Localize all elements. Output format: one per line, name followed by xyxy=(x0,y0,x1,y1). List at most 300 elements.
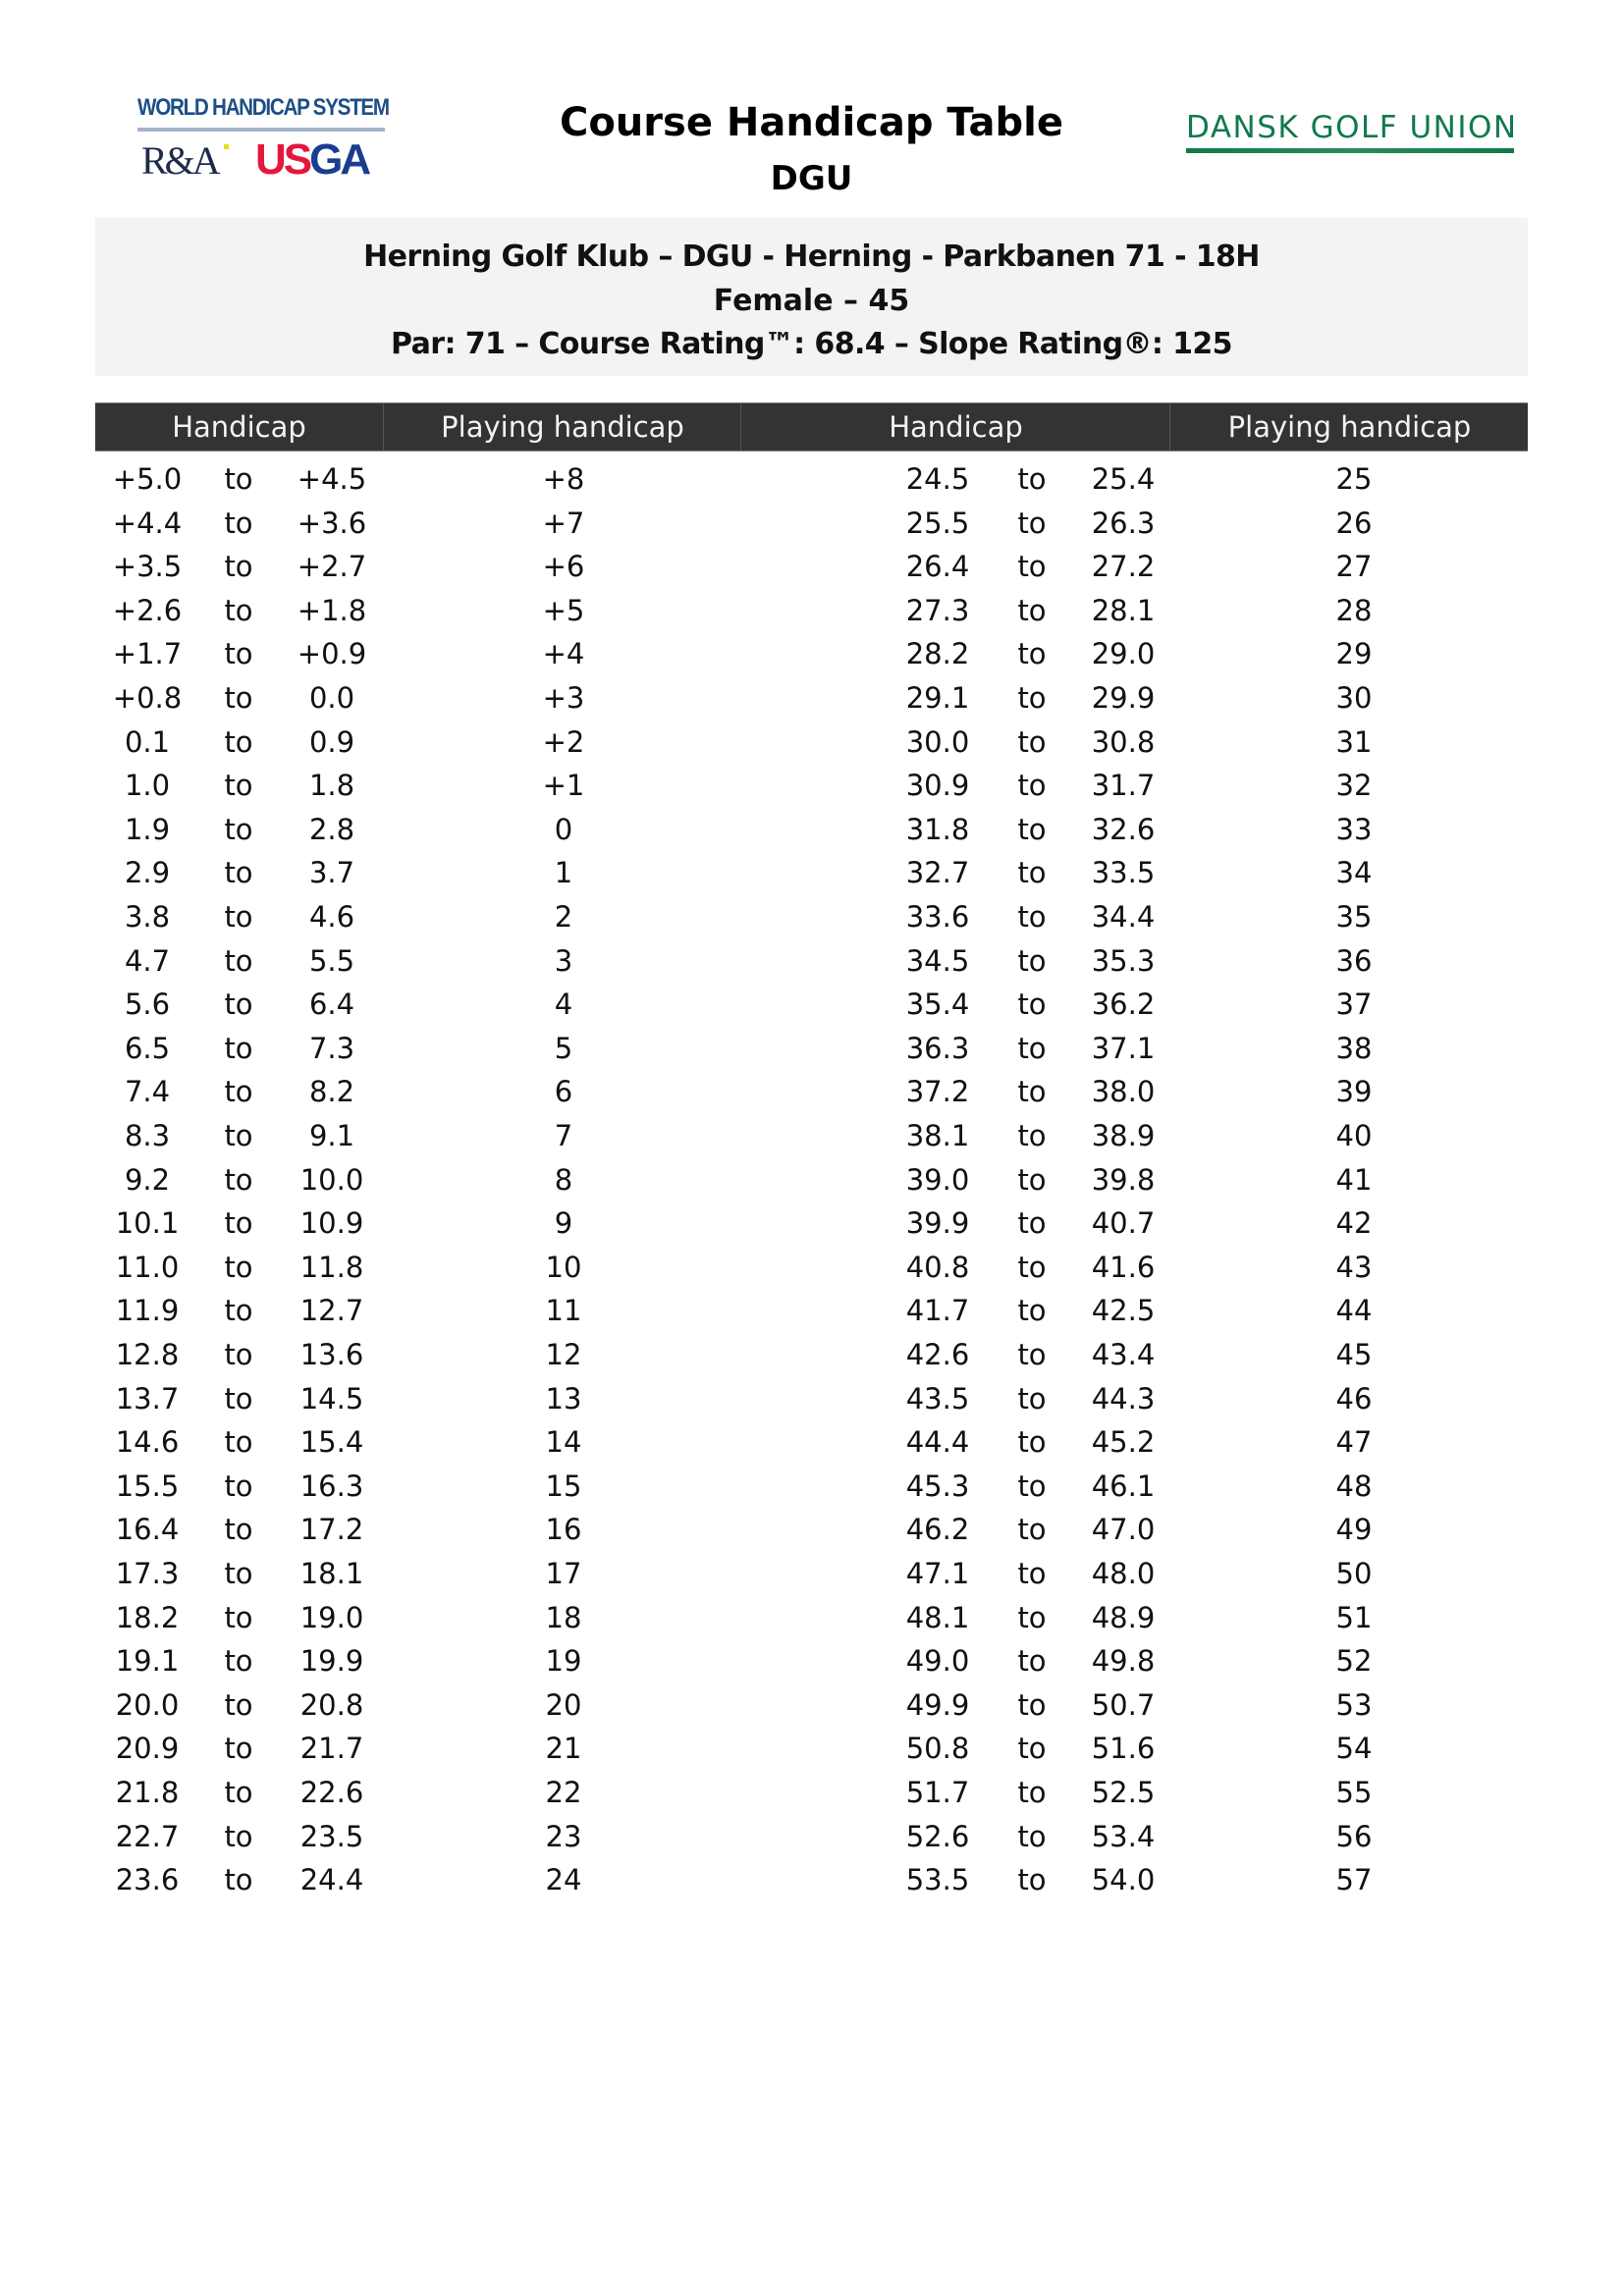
handicap-from: 7.4 xyxy=(124,1075,171,1109)
table-row-right xyxy=(0,1639,1623,1683)
handicap-to: +3.6 xyxy=(297,506,367,540)
handicap-from: 35.4 xyxy=(905,988,970,1022)
playing-handicap: 50 xyxy=(1335,1557,1373,1590)
range-to-label: to xyxy=(1017,1425,1047,1460)
playing-handicap: 26 xyxy=(1335,506,1373,540)
range-to-label: to xyxy=(1017,1600,1047,1634)
handicap-to: 19.0 xyxy=(299,1600,364,1634)
handicap-to: +0.9 xyxy=(297,637,367,671)
playing-handicap: 5 xyxy=(554,1031,573,1065)
handicap-to: 29.9 xyxy=(1091,681,1156,715)
handicap-from: 46.2 xyxy=(905,1513,970,1547)
handicap-from: 1.9 xyxy=(124,812,171,846)
handicap-from: +3.5 xyxy=(112,550,183,584)
handicap-to: 44.3 xyxy=(1091,1381,1156,1415)
course-name: Herning Golf Klub – DGU - Herning - Parkbanen 71 - 18H xyxy=(363,240,1260,274)
table-row-right xyxy=(0,939,1623,984)
handicap-to: 22.6 xyxy=(299,1776,364,1809)
range-to-label: to xyxy=(1017,1294,1047,1328)
handicap-from: 19.1 xyxy=(115,1644,180,1679)
handicap-to: 20.8 xyxy=(299,1687,364,1722)
playing-handicap: 27 xyxy=(1335,550,1373,584)
range-to-label: to xyxy=(224,1644,253,1679)
playing-handicap: 29 xyxy=(1335,637,1373,671)
playing-handicap: 53 xyxy=(1335,1687,1373,1722)
course-ratings: Par: 71 – Course Rating™: 68.4 – Slope Rating®: 125 xyxy=(391,327,1232,361)
handicap-from: 53.5 xyxy=(905,1863,970,1897)
handicap-from: 16.4 xyxy=(115,1513,180,1547)
range-to-label: to xyxy=(1017,1776,1047,1809)
handicap-to: 48.9 xyxy=(1091,1600,1156,1634)
playing-handicap: 24 xyxy=(545,1863,582,1897)
range-to-label: to xyxy=(224,724,253,759)
playing-handicap: 10 xyxy=(545,1250,582,1284)
handicap-from: 2.9 xyxy=(124,856,171,890)
range-to-label: to xyxy=(224,1600,253,1634)
table-row-right xyxy=(0,676,1623,721)
handicap-to: 45.2 xyxy=(1091,1425,1156,1460)
range-to-label: to xyxy=(1017,856,1047,890)
range-to-label: to xyxy=(1017,1338,1047,1371)
handicap-from: 43.5 xyxy=(905,1381,970,1415)
range-to-label: to xyxy=(224,1338,253,1371)
handicap-to: +1.8 xyxy=(297,593,367,627)
table-row-right xyxy=(0,1158,1623,1202)
usga-logo-us: US xyxy=(255,135,310,184)
range-to-label: to xyxy=(1017,1381,1047,1415)
handicap-to: 21.7 xyxy=(299,1732,364,1766)
playing-handicap: 47 xyxy=(1335,1425,1373,1460)
handicap-to: 15.4 xyxy=(299,1425,364,1460)
handicap-to: 28.1 xyxy=(1091,593,1156,627)
handicap-from: 20.9 xyxy=(115,1732,180,1766)
handicap-from: 10.1 xyxy=(115,1206,180,1241)
range-to-label: to xyxy=(1017,1468,1047,1503)
handicap-to: 42.5 xyxy=(1091,1294,1156,1328)
handicap-from: 26.4 xyxy=(905,550,970,584)
handicap-from: 47.1 xyxy=(905,1557,970,1590)
handicap-to: 2.8 xyxy=(308,812,355,846)
table-row-right xyxy=(0,1114,1623,1158)
handicap-to: 54.0 xyxy=(1091,1863,1156,1897)
playing-handicap: 49 xyxy=(1335,1513,1373,1547)
dgu-logo-text: DANSK GOLF UNION xyxy=(1186,110,1518,145)
range-to-label: to xyxy=(224,1425,253,1460)
range-to-label: to xyxy=(224,1031,253,1065)
range-to-label: to xyxy=(224,1381,253,1415)
range-to-label: to xyxy=(1017,900,1047,934)
handicap-to: 17.2 xyxy=(299,1513,364,1547)
playing-handicap: 17 xyxy=(545,1557,582,1590)
playing-handicap: 18 xyxy=(545,1600,582,1634)
range-to-label: to xyxy=(1017,943,1047,978)
handicap-from: 0.1 xyxy=(124,724,171,759)
range-to-label: to xyxy=(1017,681,1047,715)
range-to-label: to xyxy=(224,1732,253,1766)
playing-handicap: +2 xyxy=(542,724,585,759)
range-to-label: to xyxy=(1017,988,1047,1022)
handicap-to: 51.6 xyxy=(1091,1732,1156,1766)
range-to-label: to xyxy=(224,1776,253,1809)
handicap-from: 9.2 xyxy=(124,1162,171,1197)
playing-handicap: 43 xyxy=(1335,1250,1373,1284)
course-info-box xyxy=(95,218,1528,376)
handicap-from: 51.7 xyxy=(905,1776,970,1809)
handicap-to: 48.0 xyxy=(1091,1557,1156,1590)
handicap-from: 33.6 xyxy=(905,900,970,934)
playing-handicap: 37 xyxy=(1335,988,1373,1022)
table-row-right xyxy=(0,1201,1623,1246)
handicap-from: 49.0 xyxy=(905,1644,970,1679)
handicap-from: 49.9 xyxy=(905,1687,970,1722)
handicap-to: 35.3 xyxy=(1091,943,1156,978)
playing-handicap: +8 xyxy=(542,462,585,496)
handicap-from: 23.6 xyxy=(115,1863,180,1897)
table-row-right xyxy=(0,1289,1623,1333)
playing-handicap: 33 xyxy=(1335,812,1373,846)
playing-handicap: 56 xyxy=(1335,1819,1373,1853)
playing-handicap: 39 xyxy=(1335,1075,1373,1109)
handicap-from: +2.6 xyxy=(112,593,183,627)
table-row-right xyxy=(0,502,1623,546)
playing-handicap: 20 xyxy=(545,1687,582,1722)
handicap-to: 49.8 xyxy=(1091,1644,1156,1679)
playing-handicap: 13 xyxy=(545,1381,582,1415)
handicap-from: 30.9 xyxy=(905,769,970,803)
handicap-from: 37.2 xyxy=(905,1075,970,1109)
playing-handicap: +4 xyxy=(542,637,585,671)
table-row-right xyxy=(0,851,1623,895)
range-to-label: to xyxy=(1017,724,1047,759)
whs-logo-title: WORLD HANDICAP SYSTEM xyxy=(137,94,389,121)
range-to-label: to xyxy=(1017,462,1047,496)
table-row-right xyxy=(0,808,1623,852)
table-row-right xyxy=(0,589,1623,633)
playing-handicap: 9 xyxy=(554,1206,573,1241)
handicap-to: 7.3 xyxy=(308,1031,355,1065)
playing-handicap: 19 xyxy=(545,1644,582,1679)
handicap-to: 5.5 xyxy=(308,943,355,978)
range-to-label: to xyxy=(224,900,253,934)
range-to-label: to xyxy=(224,1687,253,1722)
range-to-label: to xyxy=(224,943,253,978)
handicap-to: 25.4 xyxy=(1091,462,1156,496)
playing-handicap: 11 xyxy=(545,1294,582,1328)
table-row-right xyxy=(0,1508,1623,1552)
handicap-to: 33.5 xyxy=(1091,856,1156,890)
handicap-to: 24.4 xyxy=(299,1863,364,1897)
handicap-from: 8.3 xyxy=(124,1119,171,1152)
handicap-from: 20.0 xyxy=(115,1687,180,1722)
page-title: Course Handicap Table xyxy=(559,100,1064,145)
playing-handicap: 28 xyxy=(1335,593,1373,627)
table-row-right xyxy=(0,1465,1623,1509)
handicap-from: 38.1 xyxy=(905,1119,970,1152)
range-to-label: to xyxy=(1017,769,1047,803)
handicap-to: 50.7 xyxy=(1091,1687,1156,1722)
playing-handicap: 54 xyxy=(1335,1732,1373,1766)
table-row-right xyxy=(0,1596,1623,1640)
range-to-label: to xyxy=(1017,1557,1047,1590)
range-to-label: to xyxy=(224,1206,253,1241)
handicap-from: 21.8 xyxy=(115,1776,180,1809)
table-row-right xyxy=(0,1858,1623,1902)
table-row-right xyxy=(0,1815,1623,1859)
dansk-golf-union-logo xyxy=(1186,110,1524,159)
handicap-to: 23.5 xyxy=(299,1819,364,1853)
handicap-to: 52.5 xyxy=(1091,1776,1156,1809)
playing-handicap: +1 xyxy=(542,769,585,803)
range-to-label: to xyxy=(224,550,253,584)
playing-handicap: 8 xyxy=(554,1162,573,1197)
handicap-to: 4.6 xyxy=(308,900,355,934)
range-to-label: to xyxy=(224,1513,253,1547)
handicap-from: +1.7 xyxy=(112,637,183,671)
range-to-label: to xyxy=(224,1863,253,1897)
handicap-from: 25.5 xyxy=(905,506,970,540)
playing-handicap: +3 xyxy=(542,681,585,715)
playing-handicap: 4 xyxy=(554,988,573,1022)
handicap-from: 34.5 xyxy=(905,943,970,978)
playing-handicap: 31 xyxy=(1335,724,1373,759)
handicap-to: 18.1 xyxy=(299,1557,364,1590)
range-to-label: to xyxy=(224,1468,253,1503)
handicap-from: 4.7 xyxy=(124,943,171,978)
range-to-label: to xyxy=(224,1819,253,1853)
dgu-logo-bar xyxy=(1186,148,1514,153)
playing-handicap: 34 xyxy=(1335,856,1373,890)
page-subtitle: DGU xyxy=(770,159,853,198)
handicap-to: 10.9 xyxy=(299,1206,364,1241)
handicap-to: 16.3 xyxy=(299,1468,364,1503)
range-to-label: to xyxy=(1017,812,1047,846)
handicap-to: 32.6 xyxy=(1091,812,1156,846)
handicap-from: 50.8 xyxy=(905,1732,970,1766)
range-to-label: to xyxy=(224,1294,253,1328)
playing-handicap: 36 xyxy=(1335,943,1373,978)
column-header-handicap-left: Handicap xyxy=(172,410,306,444)
range-to-label: to xyxy=(224,1557,253,1590)
playing-handicap: 15 xyxy=(545,1468,582,1503)
playing-handicap: 42 xyxy=(1335,1206,1373,1241)
range-to-label: to xyxy=(224,1162,253,1197)
range-to-label: to xyxy=(1017,637,1047,671)
handicap-to: 1.8 xyxy=(308,769,355,803)
handicap-from: 44.4 xyxy=(905,1425,970,1460)
range-to-label: to xyxy=(1017,1644,1047,1679)
handicap-to: 13.6 xyxy=(299,1338,364,1371)
handicap-from: 13.7 xyxy=(115,1381,180,1415)
table-row-right xyxy=(0,632,1623,676)
handicap-to: 26.3 xyxy=(1091,506,1156,540)
table-row-right xyxy=(0,1377,1623,1421)
playing-handicap: 25 xyxy=(1335,462,1373,496)
ra-logo: R&A xyxy=(141,138,218,183)
range-to-label: to xyxy=(1017,593,1047,627)
handicap-to: 14.5 xyxy=(299,1381,364,1415)
range-to-label: to xyxy=(1017,1819,1047,1853)
table-row-right xyxy=(0,721,1623,765)
handicap-from: 12.8 xyxy=(115,1338,180,1371)
playing-handicap: 52 xyxy=(1335,1644,1373,1679)
playing-handicap: 23 xyxy=(545,1819,582,1853)
usga-logo-ga: GA xyxy=(309,135,369,184)
playing-handicap: +6 xyxy=(542,550,585,584)
range-to-label: to xyxy=(224,856,253,890)
playing-handicap: 51 xyxy=(1335,1600,1373,1634)
handicap-to: 3.7 xyxy=(308,856,355,890)
handicap-from: 52.6 xyxy=(905,1819,970,1853)
handicap-to: 11.8 xyxy=(299,1250,364,1284)
column-header-playing-handicap-right: Playing handicap xyxy=(1169,403,1529,451)
handicap-to: 43.4 xyxy=(1091,1338,1156,1371)
playing-handicap: 16 xyxy=(545,1513,582,1547)
playing-handicap: 32 xyxy=(1335,769,1373,803)
handicap-from: 6.5 xyxy=(124,1031,171,1065)
range-to-label: to xyxy=(224,1250,253,1284)
playing-handicap: 40 xyxy=(1335,1119,1373,1152)
playing-handicap: 55 xyxy=(1335,1776,1373,1809)
playing-handicap: 21 xyxy=(545,1732,582,1766)
handicap-from: 14.6 xyxy=(115,1425,180,1460)
table-row-right xyxy=(0,764,1623,808)
range-to-label: to xyxy=(1017,1250,1047,1284)
range-to-label: to xyxy=(1017,1206,1047,1241)
range-to-label: to xyxy=(1017,1687,1047,1722)
range-to-label: to xyxy=(1017,1162,1047,1197)
range-to-label: to xyxy=(224,637,253,671)
range-to-label: to xyxy=(224,506,253,540)
table-row-right xyxy=(0,1420,1623,1465)
handicap-from: 28.2 xyxy=(905,637,970,671)
handicap-to: 30.8 xyxy=(1091,724,1156,759)
playing-handicap: 3 xyxy=(554,943,573,978)
range-to-label: to xyxy=(224,593,253,627)
handicap-to: 39.8 xyxy=(1091,1162,1156,1197)
range-to-label: to xyxy=(1017,550,1047,584)
range-to-label: to xyxy=(224,988,253,1022)
range-to-label: to xyxy=(224,1075,253,1109)
handicap-to: 36.2 xyxy=(1091,988,1156,1022)
playing-handicap: 45 xyxy=(1335,1338,1373,1371)
playing-handicap: 12 xyxy=(545,1338,582,1371)
handicap-from: +5.0 xyxy=(112,462,183,496)
range-to-label: to xyxy=(224,769,253,803)
handicap-from: 30.0 xyxy=(905,724,970,759)
handicap-from: 39.0 xyxy=(905,1162,970,1197)
handicap-to: 41.6 xyxy=(1091,1250,1156,1284)
handicap-to: +2.7 xyxy=(297,550,367,584)
range-to-label: to xyxy=(224,681,253,715)
handicap-from: 42.6 xyxy=(905,1338,970,1371)
table-row-right xyxy=(0,1552,1623,1596)
handicap-from: 48.1 xyxy=(905,1600,970,1634)
column-header-playing-handicap-left: Playing handicap xyxy=(383,403,741,451)
handicap-from: 15.5 xyxy=(115,1468,180,1503)
range-to-label: to xyxy=(224,462,253,496)
handicap-from: 31.8 xyxy=(905,812,970,846)
handicap-from: 18.2 xyxy=(115,1600,180,1634)
table-row-right xyxy=(0,983,1623,1027)
playing-handicap: 46 xyxy=(1335,1381,1373,1415)
table-row-right xyxy=(0,457,1623,502)
playing-handicap: 1 xyxy=(554,856,573,890)
handicap-to: 53.4 xyxy=(1091,1819,1156,1853)
playing-handicap: 35 xyxy=(1335,900,1373,934)
handicap-to: 31.7 xyxy=(1091,769,1156,803)
handicap-to: 46.1 xyxy=(1091,1468,1156,1503)
handicap-to: 29.0 xyxy=(1091,637,1156,671)
playing-handicap: 22 xyxy=(545,1776,582,1809)
playing-handicap: 6 xyxy=(554,1075,573,1109)
playing-handicap: +7 xyxy=(542,506,585,540)
handicap-from: 36.3 xyxy=(905,1031,970,1065)
handicap-to: 34.4 xyxy=(1091,900,1156,934)
column-header-handicap-right: Handicap xyxy=(740,403,1170,451)
table-row-right xyxy=(0,1246,1623,1290)
handicap-to: 27.2 xyxy=(1091,550,1156,584)
range-to-label: to xyxy=(224,812,253,846)
playing-handicap: 57 xyxy=(1335,1863,1373,1897)
table-row-right xyxy=(0,545,1623,589)
handicap-from: 39.9 xyxy=(905,1206,970,1241)
handicap-to: 37.1 xyxy=(1091,1031,1156,1065)
handicap-from: 45.3 xyxy=(905,1468,970,1503)
table-row-right xyxy=(0,1333,1623,1377)
range-to-label: to xyxy=(1017,1031,1047,1065)
handicap-from: 29.1 xyxy=(905,681,970,715)
range-to-label: to xyxy=(1017,1513,1047,1547)
handicap-to: 6.4 xyxy=(308,988,355,1022)
handicap-from: 40.8 xyxy=(905,1250,970,1284)
range-to-label: to xyxy=(1017,1119,1047,1152)
handicap-from: 17.3 xyxy=(115,1557,180,1590)
handicap-to: 12.7 xyxy=(299,1294,364,1328)
handicap-to: 10.0 xyxy=(299,1162,364,1197)
table-row-right xyxy=(0,1771,1623,1815)
playing-handicap: +5 xyxy=(542,593,585,627)
playing-handicap: 30 xyxy=(1335,681,1373,715)
table-row-right xyxy=(0,1070,1623,1114)
handicap-from: 24.5 xyxy=(905,462,970,496)
playing-handicap: 38 xyxy=(1335,1031,1373,1065)
range-to-label: to xyxy=(1017,1863,1047,1897)
playing-handicap: 7 xyxy=(554,1119,573,1152)
handicap-from: 3.8 xyxy=(124,900,171,934)
handicap-from: 11.9 xyxy=(115,1294,180,1328)
handicap-to: 19.9 xyxy=(299,1644,364,1679)
range-to-label: to xyxy=(1017,506,1047,540)
playing-handicap: 48 xyxy=(1335,1468,1373,1503)
handicap-from: 41.7 xyxy=(905,1294,970,1328)
handicap-to: 38.0 xyxy=(1091,1075,1156,1109)
handicap-to: 0.0 xyxy=(308,681,355,715)
handicap-from: +4.4 xyxy=(112,506,183,540)
handicap-from: 32.7 xyxy=(905,856,970,890)
playing-handicap: 0 xyxy=(554,812,573,846)
handicap-from: 22.7 xyxy=(115,1819,180,1853)
handicap-from: 5.6 xyxy=(124,988,171,1022)
range-to-label: to xyxy=(1017,1075,1047,1109)
playing-handicap: 44 xyxy=(1335,1294,1373,1328)
handicap-to: 40.7 xyxy=(1091,1206,1156,1241)
playing-handicap: 14 xyxy=(545,1425,582,1460)
handicap-to: 47.0 xyxy=(1091,1513,1156,1547)
tee-info: Female – 45 xyxy=(713,284,910,318)
playing-handicap: 2 xyxy=(554,900,573,934)
handicap-to: 8.2 xyxy=(308,1075,355,1109)
handicap-from: 27.3 xyxy=(905,593,970,627)
